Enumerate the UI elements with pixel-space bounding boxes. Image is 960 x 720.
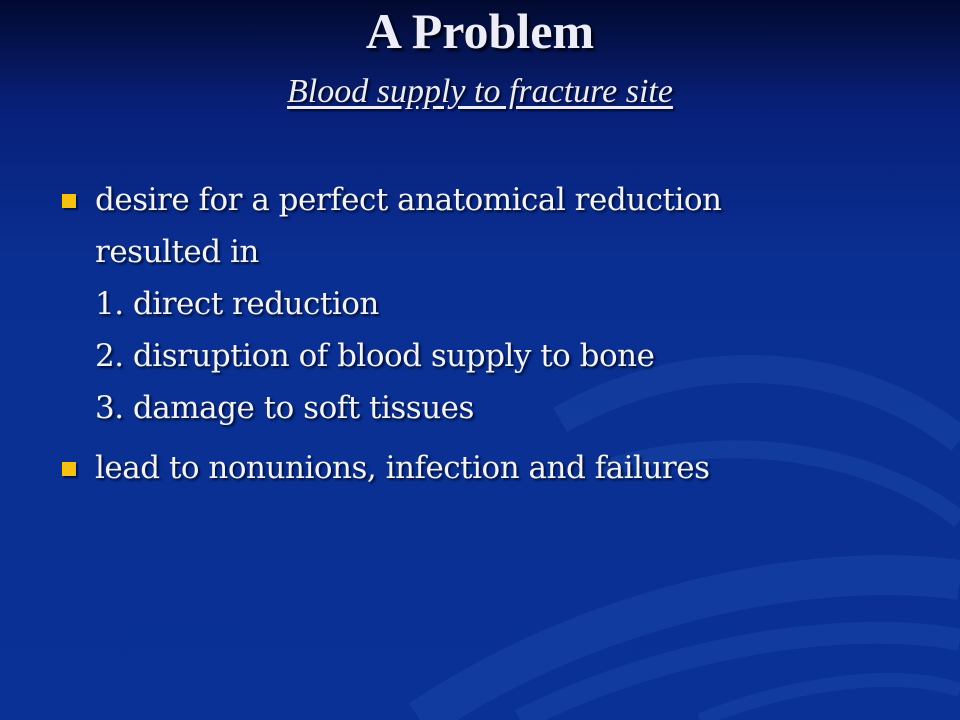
bullet-line: resulted in: [95, 234, 259, 270]
square-bullet-icon: [62, 462, 76, 476]
slide-title: A Problem: [365, 3, 595, 59]
bullet-line: lead to nonunions, infection and failures: [95, 450, 710, 486]
slide-subtitle: Blood supply to fracture site: [287, 73, 673, 110]
bullet-line: 1. direct reduction: [95, 286, 379, 322]
bullet-line: 3. damage to soft tissues: [95, 390, 474, 426]
bullet-line: desire for a perfect anatomical reduction: [95, 182, 722, 218]
square-bullet-icon: [62, 194, 76, 208]
bullet-line: 2. disruption of blood supply to bone: [95, 338, 655, 374]
